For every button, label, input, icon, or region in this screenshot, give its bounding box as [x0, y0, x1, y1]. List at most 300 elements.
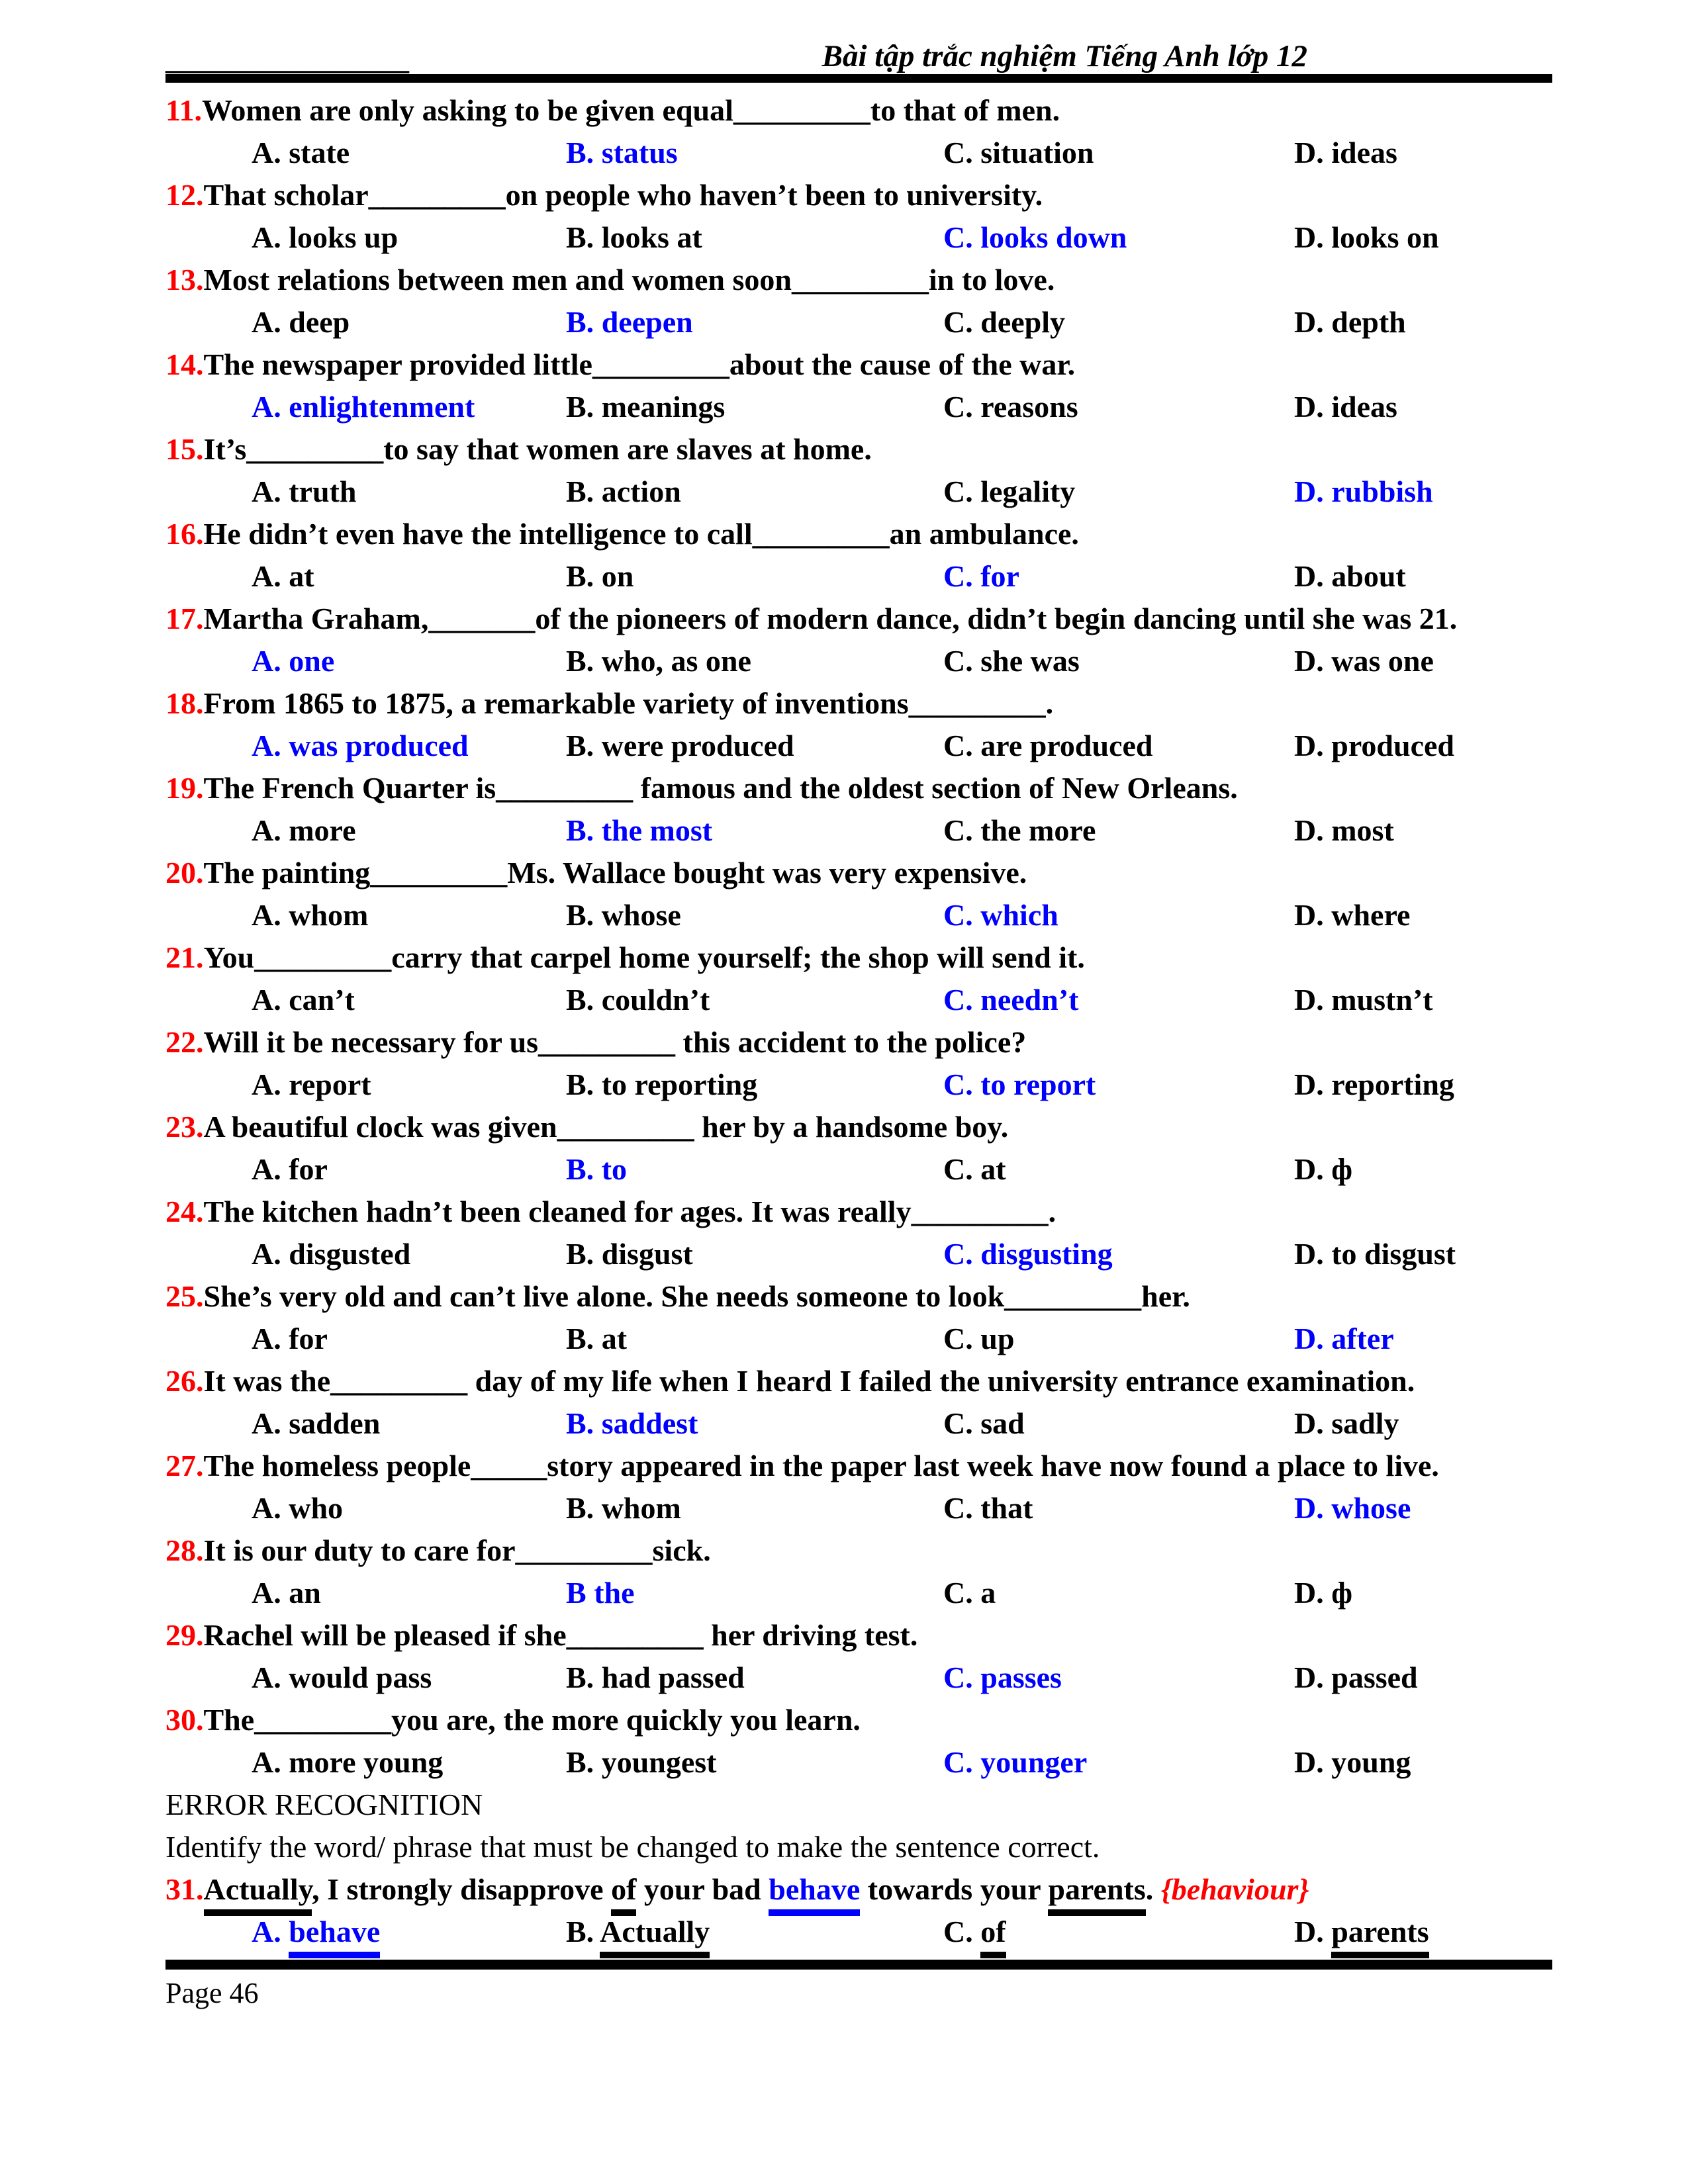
option-letter: A.: [252, 305, 281, 340]
question: [165, 1699, 1552, 1784]
option-text: a: [980, 1576, 996, 1610]
option-text: rubbish: [1331, 475, 1433, 509]
option-letter: C.: [943, 813, 973, 848]
question-number: 30.: [165, 1703, 204, 1737]
option-letter: A.: [252, 1406, 281, 1441]
answer-option: [1294, 1148, 1552, 1191]
option-letter: B.: [566, 475, 594, 509]
question-segment: of: [611, 1872, 636, 1916]
question: [165, 1021, 1552, 1106]
question-text: [165, 1106, 1552, 1148]
answer-option: [566, 132, 943, 174]
header-blank-line: ________________: [165, 42, 409, 76]
question: [165, 1868, 1552, 1953]
option-text: young: [1331, 1745, 1411, 1780]
question-body: The painting_________Ms. Wallace bought was very expensive.: [203, 856, 1027, 890]
option-letter: C.: [943, 1322, 973, 1356]
question: [165, 343, 1552, 428]
option-letter: D.: [1294, 1237, 1324, 1271]
option-letter: B.: [566, 644, 594, 678]
answer-option: [943, 132, 1294, 174]
question-text: [165, 1445, 1552, 1487]
option-text: at: [289, 559, 314, 594]
question-segment: , I strongly disapprove: [312, 1872, 612, 1907]
answer-option: [943, 1911, 1294, 1953]
option-text: passes: [980, 1661, 1062, 1695]
option-letter: A.: [252, 390, 281, 424]
option-letter: D.: [1294, 559, 1324, 594]
option-letter: B.: [566, 1661, 594, 1695]
question-text: [165, 343, 1552, 386]
answer-option: [943, 386, 1294, 428]
question-segment: .: [1145, 1872, 1161, 1907]
question-number: 19.: [165, 771, 204, 805]
option-text: the more: [980, 813, 1096, 848]
answer-option: [566, 1657, 943, 1699]
question-body: The homeless people_____story appeared in the paper last week have now found a place to live.: [203, 1449, 1439, 1483]
question-number: 24.: [165, 1195, 204, 1229]
question: [165, 936, 1552, 1021]
options-row: [165, 301, 1552, 343]
answer-option: [252, 1064, 566, 1106]
options-row: [165, 809, 1552, 852]
answer-option: [943, 216, 1294, 259]
answer-option: [252, 555, 566, 598]
option-letter: B.: [566, 220, 594, 255]
question-text: [165, 1868, 1552, 1911]
option-text: parents: [1331, 1915, 1429, 1958]
option-letter: A.: [252, 898, 281, 933]
answer-option: [1294, 1657, 1552, 1699]
answer-option: [252, 725, 566, 767]
option-letter: C.: [943, 559, 973, 594]
question-body: Most relations between men and women soon_________in to love.: [203, 263, 1055, 297]
questions-section: [165, 89, 1552, 1953]
question-text: [165, 767, 1552, 809]
option-letter: B.: [566, 559, 594, 594]
question: [165, 598, 1552, 682]
options-row: [165, 1318, 1552, 1360]
options-row: [165, 1911, 1552, 1953]
question-text: [165, 1360, 1552, 1402]
option-letter: B.: [566, 1406, 594, 1441]
answer-option: [566, 555, 943, 598]
option-letter: C.: [943, 1237, 973, 1271]
option-letter: C.: [943, 1576, 973, 1610]
answer-option: [943, 725, 1294, 767]
options-row: [165, 1402, 1552, 1445]
option-text: reasons: [980, 390, 1078, 424]
option-text: Actually: [600, 1915, 710, 1958]
question-number: 26.: [165, 1364, 204, 1398]
answer-option: [943, 1064, 1294, 1106]
answer-option: [943, 1402, 1294, 1445]
answer-option: [1294, 979, 1552, 1021]
option-letter: A.: [252, 1237, 281, 1271]
answer-option: [566, 301, 943, 343]
question-number: 22.: [165, 1025, 204, 1060]
question-segment: parents: [1048, 1872, 1145, 1916]
option-letter: D.: [1294, 898, 1324, 933]
question: [165, 1529, 1552, 1614]
answer-option: [252, 979, 566, 1021]
option-letter: D.: [1294, 1661, 1324, 1695]
answer-option: [252, 1148, 566, 1191]
option-text: to disgust: [1331, 1237, 1456, 1271]
option-text: who, as one: [601, 644, 751, 678]
option-letter: B.: [566, 1745, 594, 1780]
answer-option: [252, 1572, 566, 1614]
option-letter: B.: [566, 1237, 594, 1271]
options-row: [165, 894, 1552, 936]
option-letter: A.: [252, 1661, 281, 1695]
question: [165, 1191, 1552, 1275]
option-text: where: [1331, 898, 1411, 933]
page-header: [165, 38, 1552, 83]
answer-option: [566, 1148, 943, 1191]
question-text: [165, 682, 1552, 725]
option-text: whom: [289, 898, 369, 933]
option-letter: D.: [1294, 1915, 1324, 1949]
answer-option: [566, 1487, 943, 1529]
option-text: was produced: [289, 729, 469, 763]
option-letter: C.: [943, 305, 973, 340]
options-row: [165, 471, 1552, 513]
option-text: truth: [289, 475, 357, 509]
options-row: [165, 1148, 1552, 1191]
answer-option: [252, 894, 566, 936]
option-text: which: [980, 898, 1058, 933]
option-text: disgusting: [980, 1237, 1113, 1271]
answer-option: [1294, 1487, 1552, 1529]
option-letter: A.: [252, 1491, 281, 1525]
option-letter: B.: [566, 813, 594, 848]
option-letter: C.: [943, 1745, 973, 1780]
options-row: [165, 1657, 1552, 1699]
question-body: From 1865 to 1875, a remarkable variety of inventions_________.: [203, 686, 1054, 721]
options-row: [165, 1064, 1552, 1106]
option-text: looks at: [601, 220, 702, 255]
option-text: had passed: [601, 1661, 745, 1695]
question: [165, 89, 1552, 174]
answer-option: [566, 1911, 943, 1953]
answer-option: [566, 809, 943, 852]
answer-option: [943, 1657, 1294, 1699]
option-text: to reporting: [601, 1068, 758, 1102]
answer-option: [252, 1233, 566, 1275]
answer-option: [252, 132, 566, 174]
option-letter: B.: [566, 136, 594, 170]
question-number: 14.: [165, 347, 204, 382]
question-segment: behave: [769, 1872, 860, 1916]
option-text: produced: [1331, 729, 1454, 763]
option-text: younger: [980, 1745, 1088, 1780]
question: [165, 1614, 1552, 1699]
option-text: couldn’t: [601, 983, 710, 1017]
option-text: more: [289, 813, 356, 848]
option-text: disgusted: [289, 1237, 411, 1271]
question-number: 18.: [165, 686, 204, 721]
answer-option: [943, 471, 1294, 513]
answer-option: [943, 1572, 1294, 1614]
answer-option: [252, 1487, 566, 1529]
question-body: The_________you are, the more quickly you learn.: [203, 1703, 861, 1737]
option-text: at: [980, 1152, 1006, 1187]
option-text: ф: [1331, 1152, 1353, 1187]
answer-option: [252, 471, 566, 513]
options-row: [165, 1487, 1552, 1529]
option-text: at: [601, 1322, 628, 1356]
answer-option: [1294, 1233, 1552, 1275]
question-number: 11.: [165, 93, 202, 128]
answer-option: [943, 894, 1294, 936]
option-letter: C.: [943, 644, 973, 678]
option-letter: A.: [252, 1745, 281, 1780]
option-text: action: [601, 475, 681, 509]
answer-option: [252, 640, 566, 682]
answer-option: [566, 1402, 943, 1445]
option-letter: B.: [566, 1068, 594, 1102]
option-letter: D.: [1294, 390, 1324, 424]
option-text: for: [289, 1322, 328, 1356]
question-body: It’s_________to say that women are slaves at home.: [203, 432, 872, 467]
option-text: looks down: [980, 220, 1127, 255]
answer-option: [252, 1911, 566, 1953]
option-letter: C.: [943, 898, 973, 933]
question-text: [165, 1275, 1552, 1318]
option-letter: C.: [943, 1068, 973, 1102]
option-letter: B.: [566, 898, 594, 933]
question-number: 20.: [165, 856, 204, 890]
answer-option: [1294, 1064, 1552, 1106]
options-row: [165, 555, 1552, 598]
option-text: to: [601, 1152, 628, 1187]
option-text: situation: [980, 136, 1094, 170]
question: [165, 1106, 1552, 1191]
option-letter: A.: [252, 983, 281, 1017]
answer-option: [252, 1657, 566, 1699]
option-text: depth: [1331, 305, 1406, 340]
answer-option: [252, 301, 566, 343]
question: [165, 428, 1552, 513]
option-letter: C.: [943, 983, 973, 1017]
question-segment: towards your: [860, 1872, 1049, 1907]
question-body: Women are only asking to be given equal_________to that of men.: [201, 93, 1060, 128]
option-text: passed: [1331, 1661, 1418, 1695]
option-text: on: [601, 559, 634, 594]
answer-option: [566, 1741, 943, 1784]
option-letter: C.: [943, 1406, 973, 1441]
answer-option: [1294, 386, 1552, 428]
answer-option: [1294, 1402, 1552, 1445]
error-recognition-heading: ERROR RECOGNITION: [165, 1788, 483, 1822]
answer-option: [943, 1318, 1294, 1360]
option-text: ideas: [1331, 136, 1397, 170]
page-number-label: Page 46: [165, 1977, 259, 2010]
option-text: state: [289, 136, 350, 170]
question-number: 29.: [165, 1618, 204, 1653]
answer-option: [1294, 555, 1552, 598]
option-text: up: [980, 1322, 1015, 1356]
option-letter: D.: [1294, 1491, 1324, 1525]
option-text: of: [980, 1915, 1006, 1958]
option-text: meanings: [601, 390, 726, 424]
question-body: That scholar_________on people who haven’t been to university.: [203, 178, 1043, 212]
question-number: 23.: [165, 1110, 204, 1144]
question-body: It was the_________ day of my life when I heard I failed the university entrance examination.: [203, 1364, 1415, 1398]
option-letter: C.: [943, 1152, 973, 1187]
answer-option: [943, 640, 1294, 682]
option-letter: C.: [943, 475, 973, 509]
option-text: to report: [980, 1068, 1096, 1102]
option-text: for: [980, 559, 1019, 594]
option-text: sadden: [289, 1406, 381, 1441]
option-letter: D.: [1294, 220, 1324, 255]
options-row: [165, 132, 1552, 174]
option-text: saddest: [601, 1406, 698, 1441]
option-text: whom: [601, 1491, 681, 1525]
option-text: looks up: [289, 220, 399, 255]
option-text: needn’t: [980, 983, 1079, 1017]
options-row: [165, 1233, 1552, 1275]
answer-option: [1294, 1741, 1552, 1784]
error-recognition-questions: [165, 1868, 1552, 1953]
answer-option: [1294, 725, 1552, 767]
question-body: It is our duty to care for_________sick.: [203, 1533, 711, 1568]
question-text: [165, 513, 1552, 555]
option-letter: C.: [943, 390, 973, 424]
answer-option: [1294, 894, 1552, 936]
answer-option: [566, 640, 943, 682]
option-letter: A.: [252, 220, 281, 255]
answer-option: [943, 1148, 1294, 1191]
answer-option: [1294, 216, 1552, 259]
answer-option: [566, 386, 943, 428]
option-letter: D.: [1294, 644, 1324, 678]
question-body: He didn’t even have the intelligence to call_________an ambulance.: [203, 517, 1079, 551]
option-text: sadly: [1331, 1406, 1399, 1441]
question-segment: your bad: [636, 1872, 769, 1907]
option-letter: C.: [943, 220, 973, 255]
option-text: report: [289, 1068, 371, 1102]
question: [165, 1360, 1552, 1445]
option-letter: A.: [252, 1915, 281, 1949]
question-segment: Actually: [204, 1872, 312, 1916]
option-letter: C.: [943, 1915, 973, 1949]
option-text: would pass: [289, 1661, 432, 1695]
question-text: [165, 1191, 1552, 1233]
question-text: [165, 936, 1552, 979]
question: [165, 259, 1552, 343]
option-letter: D.: [1294, 983, 1324, 1017]
question: [165, 767, 1552, 852]
question: [165, 174, 1552, 259]
option-letter: A.: [252, 475, 281, 509]
options-row: [165, 725, 1552, 767]
option-text: are produced: [980, 729, 1153, 763]
option-text: most: [1331, 813, 1394, 848]
option-text: ф: [1331, 1576, 1353, 1610]
option-letter: D.: [1294, 813, 1324, 848]
options-row: [165, 979, 1552, 1021]
question-number: 31.: [165, 1872, 204, 1907]
option-text: mustn’t: [1331, 983, 1433, 1017]
option-text: was one: [1331, 644, 1434, 678]
option-text: whose: [601, 898, 681, 933]
option-text: can’t: [289, 983, 355, 1017]
answer-option: [566, 725, 943, 767]
question: [165, 852, 1552, 936]
question-text: [165, 1614, 1552, 1657]
answer-option: [566, 471, 943, 513]
options-row: [165, 1741, 1552, 1784]
question-body: You_________carry that carpel home yourself; the shop will send it.: [203, 940, 1085, 975]
option-text: whose: [1331, 1491, 1411, 1525]
answer-option: [252, 1741, 566, 1784]
question-body: Martha Graham,_______of the pioneers of modern dance, didn’t begin dancing until she was 21.: [203, 602, 1458, 636]
question-number: 12.: [165, 178, 204, 212]
answer-option: [252, 216, 566, 259]
question-body: The French Quarter is_________ famous and the oldest section of New Orleans.: [203, 771, 1238, 805]
error-recognition-instruction: Identify the word/ phrase that must be changed to make the sentence correct.: [165, 1830, 1100, 1864]
option-letter: D.: [1294, 1576, 1324, 1610]
answer-option: [566, 1572, 943, 1614]
option-letter: A.: [252, 1322, 281, 1356]
question-text: [165, 598, 1552, 640]
answer-option: [252, 386, 566, 428]
option-text: the most: [601, 813, 713, 848]
question-text: [165, 89, 1552, 132]
answer-option: [943, 809, 1294, 852]
question-number: 16.: [165, 517, 204, 551]
question-number: 28.: [165, 1533, 204, 1568]
answer-option: [1294, 1572, 1552, 1614]
option-text: for: [289, 1152, 328, 1187]
option-text: ideas: [1331, 390, 1397, 424]
option-letter: D.: [1294, 475, 1324, 509]
option-letter: A.: [252, 136, 281, 170]
option-letter: A.: [252, 1068, 281, 1102]
option-letter: D.: [1294, 729, 1324, 763]
option-text: were produced: [601, 729, 794, 763]
answer-option: [943, 1487, 1294, 1529]
option-letter: B.: [566, 983, 594, 1017]
question-text: [165, 1529, 1552, 1572]
options-row: [165, 1572, 1552, 1614]
question-text: [165, 259, 1552, 301]
option-letter: B.: [566, 390, 594, 424]
answer-option: [1294, 640, 1552, 682]
answer-option: [943, 1741, 1294, 1784]
option-letter: B.: [566, 1322, 594, 1356]
option-text: deepen: [601, 305, 693, 340]
question-number: 25.: [165, 1279, 204, 1314]
option-text: enlightenment: [289, 390, 475, 424]
question-text: [165, 174, 1552, 216]
question-text: [165, 428, 1552, 471]
question: [165, 682, 1552, 767]
question-number: 15.: [165, 432, 204, 467]
answer-option: [1294, 471, 1552, 513]
option-letter: A.: [252, 813, 281, 848]
option-letter: C.: [943, 136, 973, 170]
option-letter: B: [566, 1576, 586, 1610]
option-text: more young: [289, 1745, 444, 1780]
answer-option: [1294, 809, 1552, 852]
answer-option: [252, 1318, 566, 1360]
footer-rule: [165, 1960, 1552, 1970]
answer-option: [566, 1064, 943, 1106]
